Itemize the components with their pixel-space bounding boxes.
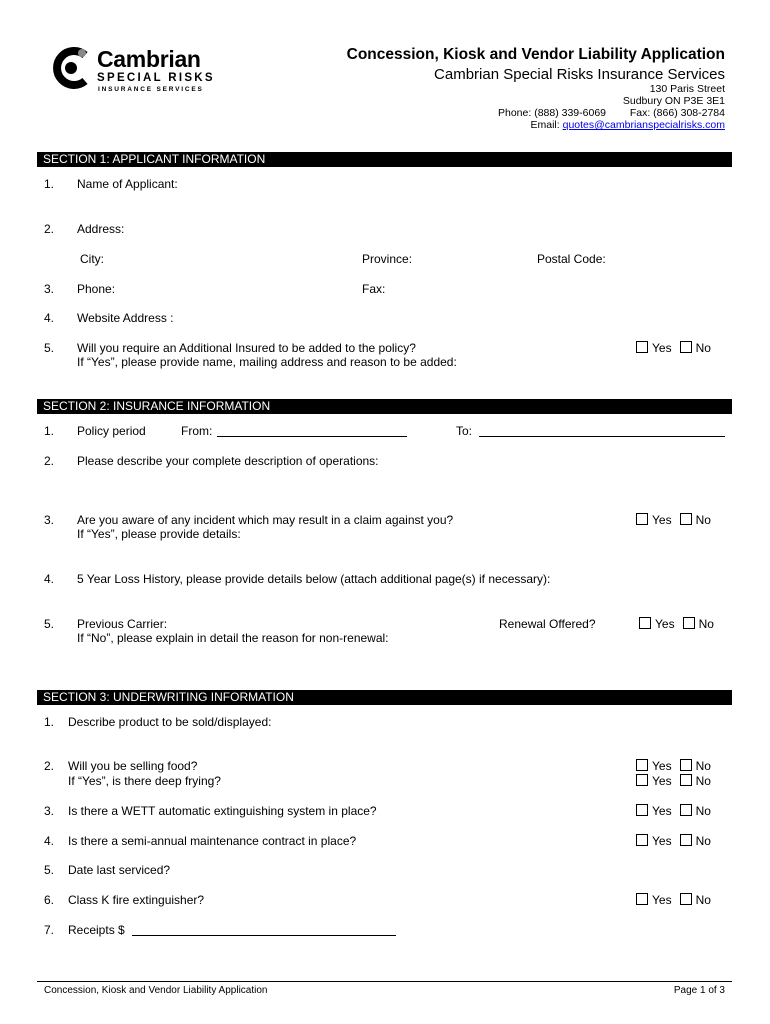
policy-to-field[interactable] <box>479 436 725 437</box>
s2-q3-label: Are you aware of any incident which may result in a claim against you? <box>77 513 454 527</box>
s3-q2b-yes-checkbox[interactable] <box>636 774 648 786</box>
s3-q3-number: 3. <box>44 804 55 818</box>
s2-q2-label: Please describe your complete description of operations: <box>77 454 379 468</box>
s2-q3-yes-checkbox[interactable] <box>636 513 648 525</box>
s3-q4-no-checkbox[interactable] <box>680 834 692 846</box>
s3-q5-number: 5. <box>44 863 55 877</box>
s2-q2-number: 2. <box>44 454 55 468</box>
s1-q5-followup: If “Yes”, please provide name, mailing address and reason to be added: <box>77 355 457 369</box>
company-name: Cambrian Special Risks Insurance Services <box>434 66 725 83</box>
s1-q5-number: 5. <box>44 341 55 355</box>
s3-q4-number: 4. <box>44 834 55 848</box>
s1-q5-label: Will you require an Additional Insured to be added to the policy? <box>77 341 416 355</box>
s2-q4-number: 4. <box>44 572 55 586</box>
s1-q1-label: Name of Applicant: <box>77 177 178 191</box>
s3-q1-label: Describe product to be sold/displayed: <box>68 715 272 729</box>
policy-to-label: To: <box>456 424 473 438</box>
s3-q1-number: 1. <box>44 715 55 729</box>
s2-q5-no-checkbox[interactable] <box>683 617 695 629</box>
city-label: City: <box>80 252 104 266</box>
s3-q2-yes-checkbox[interactable] <box>636 759 648 771</box>
email-label: Email: <box>530 119 560 131</box>
company-logo <box>47 45 227 100</box>
s1-q5-yes-checkbox[interactable] <box>636 341 648 353</box>
s3-q7-label: Receipts $ <box>68 923 125 937</box>
s2-q1-label: Policy period <box>77 424 146 438</box>
street-address: 130 Paris Street <box>649 83 725 95</box>
s3-q5-label: Date last serviced? <box>68 863 171 877</box>
s3-q4-yes-checkbox[interactable] <box>636 834 648 846</box>
logo-line1: SPECIAL RISKS <box>97 72 215 84</box>
s3-q3-no-checkbox[interactable] <box>680 804 692 816</box>
s1-q5-yes-no: Yes No <box>636 341 711 355</box>
policy-from-label: From: <box>181 424 213 438</box>
section2-header: SECTION 2: INSURANCE INFORMATION <box>37 399 732 414</box>
s3-q3-yes-no: Yes No <box>636 804 711 818</box>
s3-q6-label: Class K fire extinguisher? <box>68 893 205 907</box>
s3-q3-label: Is there a WETT automatic extinguishing system in place? <box>68 804 377 818</box>
s1-q2-number: 2. <box>44 222 55 236</box>
s2-q5-yes-checkbox[interactable] <box>639 617 651 629</box>
email-line <box>531 119 726 131</box>
fax-label: Fax: <box>362 282 386 296</box>
s3-q6-yes-checkbox[interactable] <box>636 893 648 905</box>
s3-q2-yes-no: Yes No <box>636 759 711 773</box>
s2-q5-label: Previous Carrier: <box>77 617 168 631</box>
s1-q5-no-checkbox[interactable] <box>680 341 692 353</box>
city-address: Sudbury ON P3E 3E1 <box>622 95 725 107</box>
s1-q2-label: Address: <box>77 222 125 236</box>
s2-q3-followup: If “Yes”, please provide details: <box>77 527 241 541</box>
s3-q7-number: 7. <box>44 923 55 937</box>
phone-number: Phone: (888) 339-6069 <box>498 107 606 119</box>
s3-q3-yes-checkbox[interactable] <box>636 804 648 816</box>
s2-q3-number: 3. <box>44 513 55 527</box>
s3-q2-followup: If “Yes”, is there deep frying? <box>68 774 221 788</box>
policy-from-field[interactable] <box>217 436 407 437</box>
s1-q4-label: Website Address : <box>77 311 174 325</box>
s3-q2b-yes-no: Yes No <box>636 774 711 788</box>
s1-q3-number: 3. <box>44 282 55 296</box>
form-title: Concession, Kiosk and Vendor Liability Application <box>346 46 725 63</box>
s3-q6-yes-no: Yes No <box>636 893 711 907</box>
s3-q2-no-checkbox[interactable] <box>680 759 692 771</box>
s2-q5-yes-no: Yes No <box>639 617 714 631</box>
email-link[interactable]: quotes@cambrianspecialrisks.com <box>562 119 725 131</box>
province-label: Province: <box>362 252 413 266</box>
receipts-field[interactable] <box>132 935 396 936</box>
s3-q4-yes-no: Yes No <box>636 834 711 848</box>
s3-q2b-no-checkbox[interactable] <box>680 774 692 786</box>
cambrian-logo-icon <box>47 45 93 91</box>
section1-header: SECTION 1: APPLICANT INFORMATION <box>37 152 732 167</box>
s3-q6-no-checkbox[interactable] <box>680 893 692 905</box>
postal-code-label: Postal Code: <box>537 252 606 266</box>
section3-header: SECTION 3: UNDERWRITING INFORMATION <box>37 690 732 705</box>
s1-q3-label: Phone: <box>77 282 116 296</box>
s2-q3-no-checkbox[interactable] <box>680 513 692 525</box>
s1-q1-number: 1. <box>44 177 55 191</box>
s3-q4-label: Is there a semi-annual maintenance contract in place? <box>68 834 357 848</box>
logo-line2: INSURANCE SERVICES <box>98 86 204 93</box>
fax-number: Fax: (866) 308-2784 <box>629 107 725 119</box>
s3-q6-number: 6. <box>44 893 55 907</box>
footer-page-number: Page 1 of 3 <box>673 985 725 996</box>
logo-name: Cambrian <box>97 46 201 72</box>
s2-q5-followup: If “No”, please explain in detail the reason for non-renewal: <box>77 631 389 645</box>
footer-document-title: Concession, Kiosk and Vendor Liability Application <box>44 985 268 996</box>
s2-q5-number: 5. <box>44 617 55 631</box>
s1-q4-number: 4. <box>44 311 55 325</box>
footer-divider <box>37 981 732 982</box>
s2-q4-label: 5 Year Loss History, please provide details below (attach additional page(s) if necessary): <box>77 572 551 586</box>
renewal-offered-label: Renewal Offered? <box>499 617 596 631</box>
s3-q2-number: 2. <box>44 759 55 773</box>
s2-q3-yes-no: Yes No <box>636 513 711 527</box>
s3-q2-label: Will you be selling food? <box>68 759 198 773</box>
s2-q1-number: 1. <box>44 424 55 438</box>
